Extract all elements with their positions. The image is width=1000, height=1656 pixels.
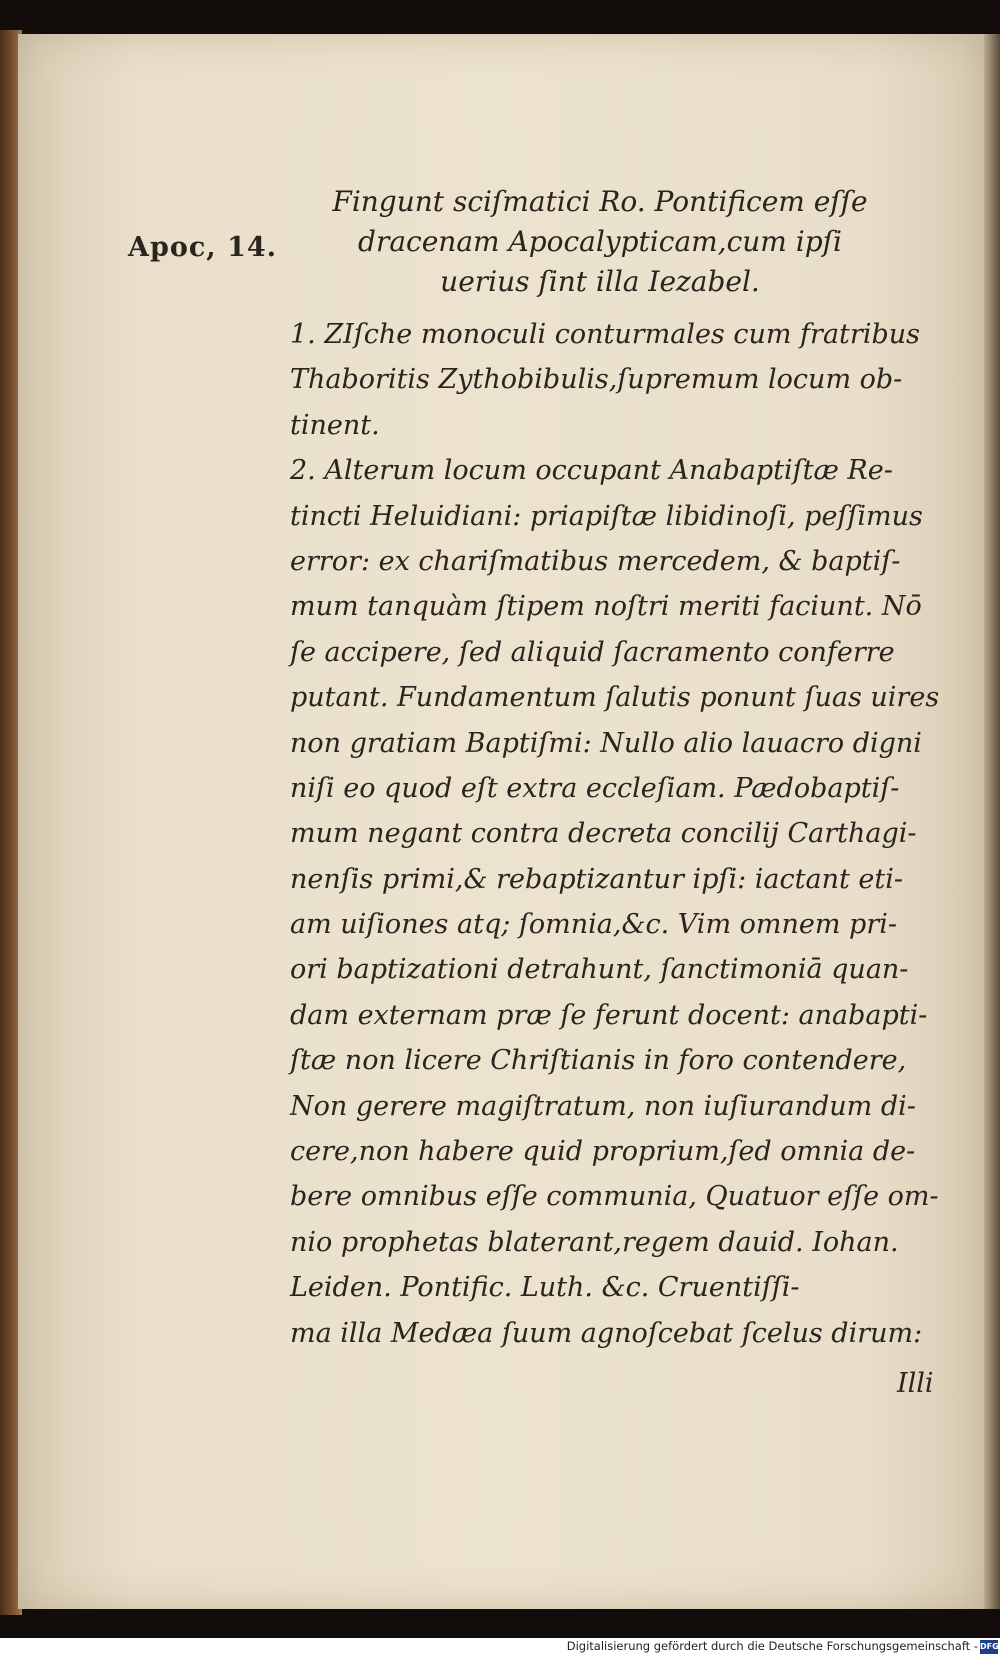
text-line: nio prophetas blaterant,regem dauid. Iohan. bbox=[290, 1226, 899, 1258]
heading-line: uerius ſint illa Iezabel. bbox=[440, 265, 760, 298]
text-line: mum tanquàm ſtipem noſtri meriti faciunt. Nō bbox=[290, 591, 922, 623]
text-line: error: ex chariſmatibus mercedem, & baptiſ- bbox=[290, 545, 901, 577]
text-line: mum negant contra decreta concilij Carthagi- bbox=[290, 818, 917, 850]
text-line: niſi eo quod eſt extra eccleſiam. Pædobaptiſ- bbox=[290, 772, 900, 804]
text-line: ſtæ non licere Chriſtianis in foro contendere, bbox=[290, 1045, 907, 1077]
text-line: am uiſiones atq; ſomnia,&c. Vim omnem pri- bbox=[290, 909, 897, 941]
heading-line: dracenam Apocalypticam,cum ipſi bbox=[358, 225, 842, 258]
body-text bbox=[290, 312, 940, 1356]
text-line: 1. ZIſche monoculi conturmales cum fratribus bbox=[290, 319, 920, 350]
text-line: putant. Fundamentum ſalutis ponunt ſuas uires bbox=[290, 682, 940, 714]
text-line: cere,non habere quid proprium,ſed omnia de- bbox=[290, 1136, 916, 1168]
text-line: tinent. bbox=[290, 409, 380, 441]
text-line: Thaboritis Zythobibulis,ſupremum locum ob- bbox=[290, 364, 903, 396]
section-heading bbox=[320, 182, 880, 302]
marginal-note: Apoc, 14. bbox=[128, 232, 278, 263]
page-right-edge bbox=[984, 34, 1000, 1609]
text-line: tincti Heluidiani: priapiſtæ libidinoſi, peſſimus bbox=[290, 500, 923, 532]
text-line: dam externam præ ſe ferunt docent: anabapti- bbox=[290, 999, 928, 1031]
text-line: nenſis primi,& rebaptizantur ipſi: iactant eti- bbox=[290, 863, 903, 895]
text-line: Leiden. Pontific. Luth. &c. Cruentiſſi- bbox=[290, 1272, 800, 1304]
heading-line: Fingunt sciſmatici Ro. Pontificem eſſe bbox=[332, 185, 868, 218]
dfg-logo: DFG bbox=[980, 1640, 998, 1654]
text-line: bere omnibus eſſe communia, Quatuor eſſe om- bbox=[290, 1181, 939, 1213]
text-line: 2. Alterum locum occupant Anabaptiſtæ Re- bbox=[290, 455, 893, 487]
text-line: ſe accipere, ſed aliquid ſacramento conferre bbox=[290, 636, 895, 668]
text-line: non gratiam Baptiſmi: Nullo alio lauacro digni bbox=[290, 727, 922, 759]
catchword: Illi bbox=[897, 1368, 934, 1399]
text-line: ma illa Medæa ſuum agnoſcebat ſcelus dirum: bbox=[290, 1317, 923, 1349]
text-line: Non gerere magiſtratum, non iuſiurandum di- bbox=[290, 1090, 916, 1122]
funding-credit: Digitalisierung gefördert durch die Deutsche Forschungsgemeinschaft - bbox=[566, 1639, 978, 1653]
text-line: ori baptizationi detrahunt, ſanctimoniā quan- bbox=[290, 954, 909, 986]
